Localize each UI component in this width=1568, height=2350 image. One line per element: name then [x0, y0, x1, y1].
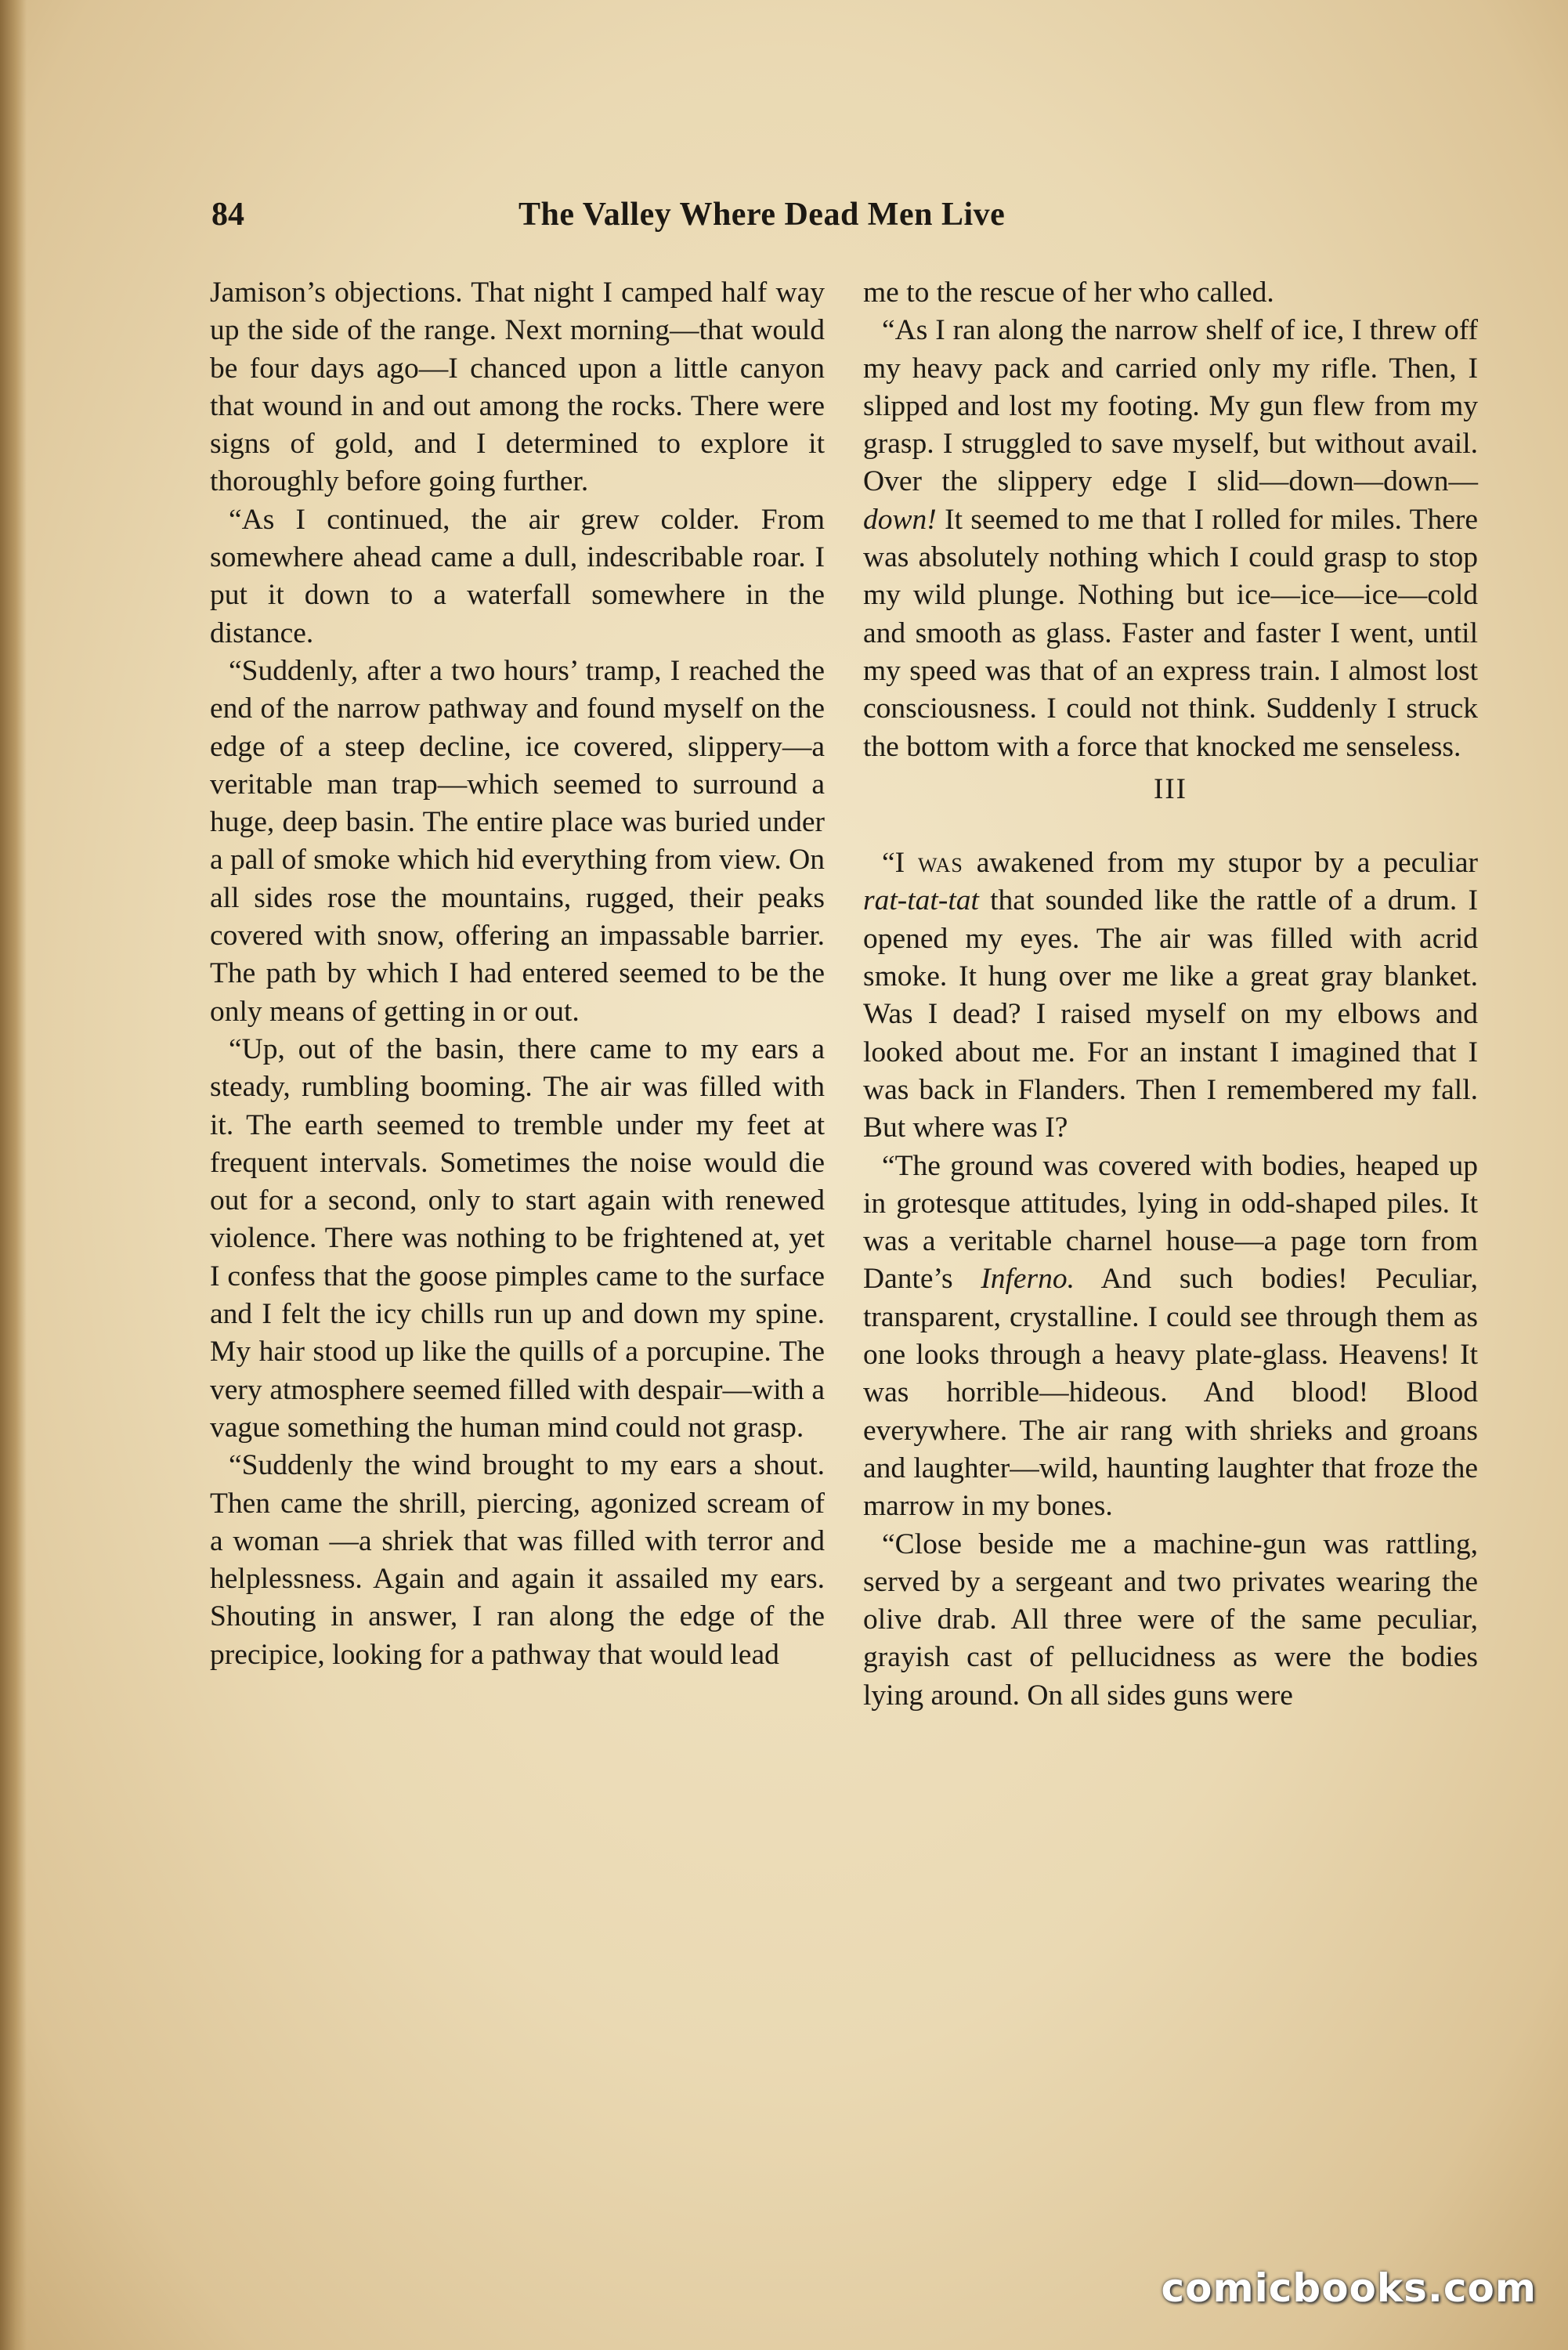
paragraph: “Suddenly the wind brought to my ears a shout. Then came the shrill, piercing, agonized scream of a woman —a shriek that was filled with terror and helplessness. Again and again it assailed my ears. Shouting in answer, I ran along the edge of the precipice, looking for a pathway that would lead — [210, 1449, 825, 1671]
left-column — [210, 274, 825, 1674]
text-run: “The ground was covered with bodies, heaped up in grotesque attitudes, lying in odd-shaped piles. It was a veritable charnel house—a page torn from Dante’s — [863, 1149, 1478, 1296]
paragraph — [863, 844, 1478, 1147]
text-run: awakened from my stupor by a peculiar — [963, 847, 1479, 880]
text-run: And such bodies! Peculiar, transparent, crystalline. I could see through them as one looks through a heavy plate-glass. Heavens! It was horrible—hideous. And blood! Blood everywhere. The air rang with shrieks and groans and laughter—wild, haunting laughter that froze the marrow in my bones. — [863, 1263, 1478, 1523]
small-caps-text: was — [917, 847, 963, 880]
text-run: that sounded like the rattle of a drum. I opened my eyes. The air was filled with acrid smoke. It hung over me like a great gray blanket. Was I dead? I raised myself on my elbows and looked about me. For an instant I imagined that I was back in Flanders. Then I remembered my fall. But where was I? — [863, 884, 1478, 1144]
right-column — [863, 274, 1478, 1715]
italic-text: Inferno. — [981, 1263, 1075, 1296]
paragraph — [863, 1148, 1478, 1526]
paragraph: “Up, out of the basin, there came to my ears a steady, rumbling booming. The air was filled with it. The earth seemed to tremble under my feet at frequent intervals. Sometimes the noise would die out for a second, only to start again with renewed violence. There was nothing to be frightened at, yet I confess that the goose pimples came to the surface and I felt the icy chills run up and down my spine. My hair stood up like the quills of a porcupine. The very atmosphere seemed filled with despair—with a vague something the human mind could not grasp. — [210, 1032, 825, 1444]
paragraph: “As I continued, the air grew colder. From somewhere ahead came a dull, indescribable roar. I put it down to a waterfall somewhere in the distance. — [210, 503, 825, 649]
page-number: 84 — [211, 197, 244, 233]
italic-text: down! — [863, 503, 937, 536]
paragraph: me to the rescue of her who called. — [863, 277, 1274, 309]
paragraph: Jamison’s objections. That night I camped half way up the side of the range. Next morning—that would be four days ago—I chanced upon a little canyon that wound in and out among the rocks. There were signs of gold, and I determined to explore it thoroughly before going further. — [210, 277, 825, 498]
paragraph: “Suddenly, after a two hours’ tramp, I reached the end of the narrow pathway and found myself on the edge of a steep decline, ice covered, slippery—a veritable man trap—which seemed to surround a huge, deep basin. The entire place was buried under a pall of smoke which hid everything from view. On all sides rose the mountains, rugged, their peaks covered with snow, offering an impassable barrier. The path by which I had entered seemed to be the only means of getting in or out. — [210, 654, 825, 1028]
page-binding-edge — [0, 0, 27, 2350]
italic-text: rat-tat-tat — [863, 884, 979, 917]
text-run: “I — [882, 847, 918, 880]
watermark: comicbooks.com — [1161, 2265, 1537, 2311]
page-header — [211, 196, 1339, 243]
running-title: The Valley Where Dead Men Live — [518, 197, 1006, 233]
paragraph: “Close beside me a machine-gun was rattling, served by a sergeant and two privates wearing the olive drab. All three were of the same peculiar, grayish cast of pellucidness as were the bodies lying around. On all sides guns were — [863, 1528, 1478, 1712]
text-run: “As I ran along the narrow shelf of ice, I threw off my heavy pack and carried only my rifle. Then, I slipped and lost my footing. My gun flew from my grasp. I struggled to save myself, but without avail. Over the slippery edge I slid—down—down— — [863, 314, 1478, 498]
section-heading: III — [1154, 772, 1187, 805]
text-run: It seemed to me that I rolled for miles. There was absolutely nothing which I could grasp to stop my wild plunge. Nothing but ice—ice—ice—cold and smooth as glass. Faster and faster I went, until my speed was that of an express train. I almost lost consciousness. I could not think. Suddenly I struck the bottom with a force that knocked me senseless. — [863, 503, 1478, 763]
paragraph — [863, 312, 1478, 766]
